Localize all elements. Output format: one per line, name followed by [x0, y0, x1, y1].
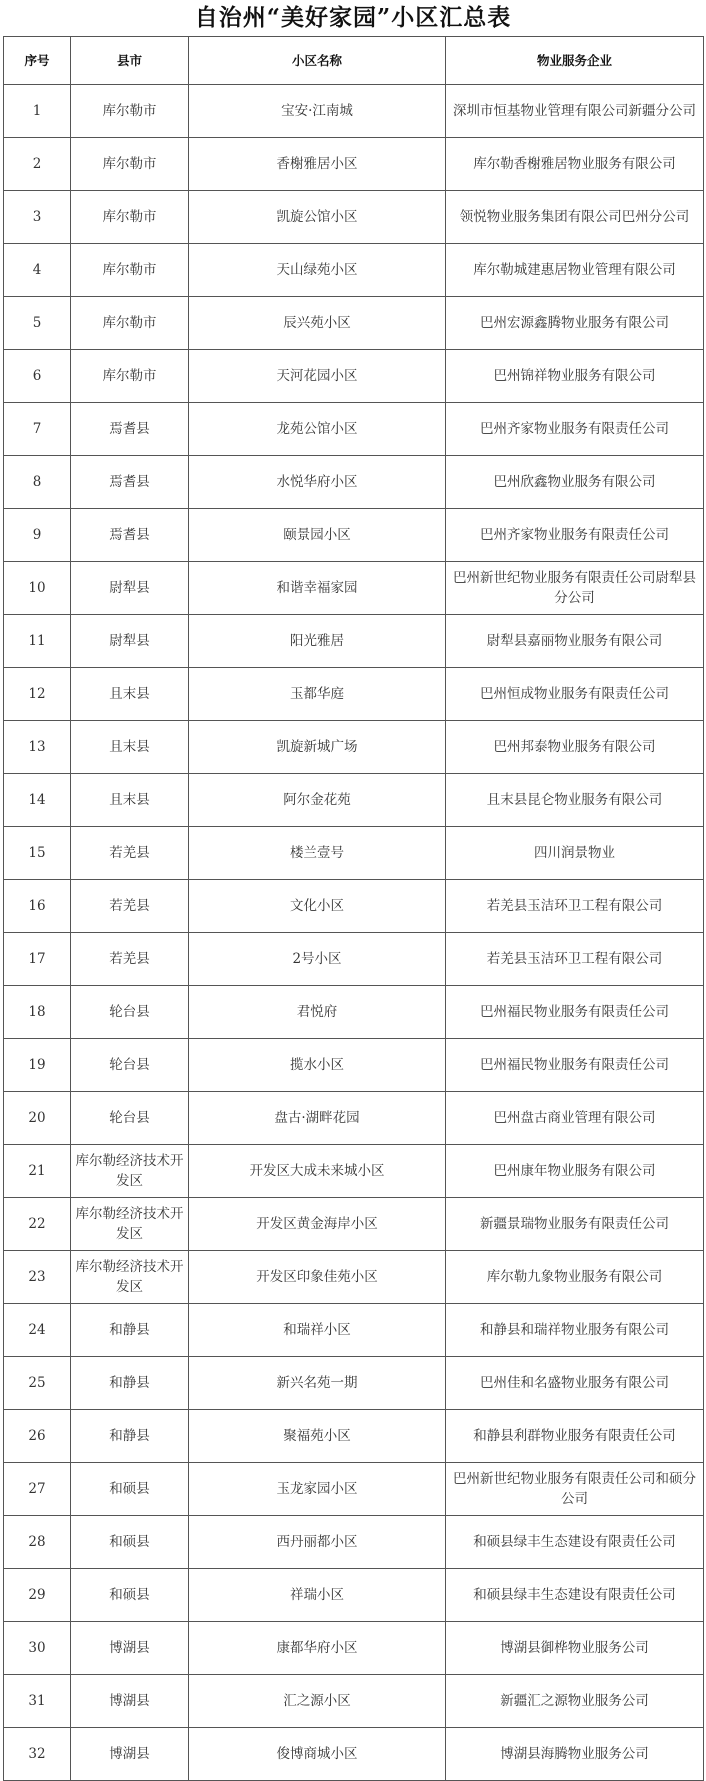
cell-community-name: 新兴名苑一期	[189, 1357, 446, 1410]
table-row	[4, 244, 704, 297]
table-row	[4, 1198, 704, 1251]
table-row	[4, 350, 704, 403]
cell-community-name: 盘古·湖畔花园	[189, 1092, 446, 1145]
table-row	[4, 1728, 704, 1781]
column-header-property-company: 物业服务企业	[446, 37, 704, 85]
cell-property-company: 和硕县绿丰生态建设有限责任公司	[446, 1569, 704, 1622]
table-row	[4, 1675, 704, 1728]
cell-property-company: 巴州康年物业服务有限公司	[446, 1145, 704, 1198]
cell-community-name: 天山绿苑小区	[189, 244, 446, 297]
table-row	[4, 1569, 704, 1622]
cell-community-name: 开发区大成未来城小区	[189, 1145, 446, 1198]
cell-community-name: 汇之源小区	[189, 1675, 446, 1728]
cell-county: 博湖县	[71, 1728, 189, 1781]
cell-county: 库尔勒经济技术开发区	[71, 1198, 189, 1251]
cell-index: 2	[4, 138, 71, 191]
cell-community-name: 西丹丽都小区	[189, 1516, 446, 1569]
cell-community-name: 宝安·江南城	[189, 85, 446, 138]
column-header-community: 小区名称	[189, 37, 446, 85]
table-row	[4, 615, 704, 668]
cell-property-company: 和静县利群物业服务有限责任公司	[446, 1410, 704, 1463]
cell-county: 焉耆县	[71, 509, 189, 562]
table-row	[4, 774, 704, 827]
cell-index: 4	[4, 244, 71, 297]
cell-community-name: 聚福苑小区	[189, 1410, 446, 1463]
cell-community-name: 和瑞祥小区	[189, 1304, 446, 1357]
cell-index: 7	[4, 403, 71, 456]
cell-county: 和硕县	[71, 1463, 189, 1516]
table-row	[4, 1039, 704, 1092]
table-row	[4, 721, 704, 774]
cell-county: 若羌县	[71, 880, 189, 933]
cell-property-company: 博湖县海腾物业服务公司	[446, 1728, 704, 1781]
cell-property-company: 巴州恒成物业服务有限责任公司	[446, 668, 704, 721]
table-row	[4, 403, 704, 456]
cell-index: 10	[4, 562, 71, 615]
cell-index: 16	[4, 880, 71, 933]
cell-property-company: 深圳市恒基物业管理有限公司新疆分公司	[446, 85, 704, 138]
cell-community-name: 玉都华庭	[189, 668, 446, 721]
cell-index: 9	[4, 509, 71, 562]
cell-county: 轮台县	[71, 986, 189, 1039]
cell-property-company: 尉犁县嘉丽物业服务有限公司	[446, 615, 704, 668]
cell-index: 29	[4, 1569, 71, 1622]
cell-county: 若羌县	[71, 933, 189, 986]
cell-county: 博湖县	[71, 1622, 189, 1675]
cell-county: 尉犁县	[71, 615, 189, 668]
table-row	[4, 827, 704, 880]
cell-county: 和硕县	[71, 1569, 189, 1622]
cell-county: 尉犁县	[71, 562, 189, 615]
cell-property-company: 巴州齐家物业服务有限责任公司	[446, 509, 704, 562]
cell-index: 3	[4, 191, 71, 244]
cell-property-company: 新疆景瑞物业服务有限责任公司	[446, 1198, 704, 1251]
cell-county: 和静县	[71, 1357, 189, 1410]
cell-community-name: 俊博商城小区	[189, 1728, 446, 1781]
table-row	[4, 1145, 704, 1198]
cell-community-name: 开发区印象佳苑小区	[189, 1251, 446, 1304]
cell-property-company: 巴州佳和名盛物业服务有限公司	[446, 1357, 704, 1410]
cell-index: 23	[4, 1251, 71, 1304]
cell-property-company: 和硕县绿丰生态建设有限责任公司	[446, 1516, 704, 1569]
cell-index: 1	[4, 85, 71, 138]
cell-county: 库尔勒市	[71, 191, 189, 244]
cell-property-company: 和静县和瑞祥物业服务有限公司	[446, 1304, 704, 1357]
cell-county: 库尔勒市	[71, 138, 189, 191]
cell-community-name: 开发区黄金海岸小区	[189, 1198, 446, 1251]
cell-property-company: 且末县昆仑物业服务有限公司	[446, 774, 704, 827]
cell-property-company: 巴州新世纪物业服务有限责任公司和硕分公司	[446, 1463, 704, 1516]
cell-index: 20	[4, 1092, 71, 1145]
cell-property-company: 新疆汇之源物业服务公司	[446, 1675, 704, 1728]
table-row	[4, 1357, 704, 1410]
cell-county: 库尔勒市	[71, 244, 189, 297]
cell-county: 库尔勒经济技术开发区	[71, 1145, 189, 1198]
cell-index: 15	[4, 827, 71, 880]
cell-community-name: 2号小区	[189, 933, 446, 986]
cell-community-name: 祥瑞小区	[189, 1569, 446, 1622]
cell-index: 12	[4, 668, 71, 721]
column-header-index: 序号	[4, 37, 71, 85]
cell-index: 14	[4, 774, 71, 827]
table-row	[4, 138, 704, 191]
cell-community-name: 和谐幸福家园	[189, 562, 446, 615]
cell-community-name: 水悦华府小区	[189, 456, 446, 509]
table-row	[4, 1622, 704, 1675]
cell-property-company: 库尔勒香榭雅居物业服务有限公司	[446, 138, 704, 191]
cell-index: 21	[4, 1145, 71, 1198]
table-row	[4, 456, 704, 509]
cell-community-name: 颐景园小区	[189, 509, 446, 562]
cell-county: 博湖县	[71, 1675, 189, 1728]
column-header-county: 县市	[71, 37, 189, 85]
cell-county: 轮台县	[71, 1092, 189, 1145]
table-row	[4, 880, 704, 933]
table-row	[4, 933, 704, 986]
cell-index: 13	[4, 721, 71, 774]
cell-index: 22	[4, 1198, 71, 1251]
cell-community-name: 揽水小区	[189, 1039, 446, 1092]
cell-county: 若羌县	[71, 827, 189, 880]
cell-county: 且末县	[71, 774, 189, 827]
table-header-row	[4, 37, 704, 85]
cell-property-company: 若羌县玉洁环卫工程有限公司	[446, 880, 704, 933]
cell-community-name: 文化小区	[189, 880, 446, 933]
cell-county: 和静县	[71, 1304, 189, 1357]
cell-county: 库尔勒市	[71, 85, 189, 138]
cell-community-name: 君悦府	[189, 986, 446, 1039]
cell-county: 库尔勒经济技术开发区	[71, 1251, 189, 1304]
cell-county: 轮台县	[71, 1039, 189, 1092]
cell-index: 8	[4, 456, 71, 509]
cell-community-name: 阳光雅居	[189, 615, 446, 668]
table-row	[4, 85, 704, 138]
cell-community-name: 龙苑公馆小区	[189, 403, 446, 456]
cell-property-company: 巴州锦祥物业服务有限公司	[446, 350, 704, 403]
cell-index: 6	[4, 350, 71, 403]
table-row	[4, 986, 704, 1039]
page-title: 自治州“美好家园”小区汇总表	[194, 4, 512, 31]
cell-index: 31	[4, 1675, 71, 1728]
cell-county: 且末县	[71, 668, 189, 721]
cell-index: 26	[4, 1410, 71, 1463]
summary-table	[3, 36, 704, 1781]
cell-county: 焉耆县	[71, 456, 189, 509]
cell-county: 和静县	[71, 1410, 189, 1463]
cell-property-company: 巴州新世纪物业服务有限责任公司尉犁县分公司	[446, 562, 704, 615]
cell-property-company: 巴州福民物业服务有限责任公司	[446, 986, 704, 1039]
cell-community-name: 阿尔金花苑	[189, 774, 446, 827]
cell-index: 19	[4, 1039, 71, 1092]
cell-county: 且末县	[71, 721, 189, 774]
table-row	[4, 1304, 704, 1357]
table-row	[4, 297, 704, 350]
cell-index: 18	[4, 986, 71, 1039]
cell-county: 库尔勒市	[71, 297, 189, 350]
cell-property-company: 巴州齐家物业服务有限责任公司	[446, 403, 704, 456]
cell-index: 30	[4, 1622, 71, 1675]
cell-index: 5	[4, 297, 71, 350]
cell-county: 库尔勒市	[71, 350, 189, 403]
cell-index: 32	[4, 1728, 71, 1781]
cell-property-company: 巴州宏源鑫腾物业服务有限公司	[446, 297, 704, 350]
table-row	[4, 1092, 704, 1145]
cell-community-name: 凯旋公馆小区	[189, 191, 446, 244]
table-row	[4, 509, 704, 562]
table-row	[4, 1516, 704, 1569]
cell-community-name: 凯旋新城广场	[189, 721, 446, 774]
cell-property-company: 领悦物业服务集团有限公司巴州分公司	[446, 191, 704, 244]
cell-index: 17	[4, 933, 71, 986]
cell-property-company: 巴州欣鑫物业服务有限公司	[446, 456, 704, 509]
cell-county: 焉耆县	[71, 403, 189, 456]
cell-community-name: 康都华府小区	[189, 1622, 446, 1675]
cell-property-company: 库尔勒九象物业服务有限公司	[446, 1251, 704, 1304]
table-row	[4, 1463, 704, 1516]
cell-community-name: 玉龙家园小区	[189, 1463, 446, 1516]
cell-property-company: 巴州福民物业服务有限责任公司	[446, 1039, 704, 1092]
cell-property-company: 博湖县御桦物业服务公司	[446, 1622, 704, 1675]
table-row	[4, 668, 704, 721]
cell-property-company: 巴州盘古商业管理有限公司	[446, 1092, 704, 1145]
cell-community-name: 辰兴苑小区	[189, 297, 446, 350]
table-row	[4, 1251, 704, 1304]
cell-county: 和硕县	[71, 1516, 189, 1569]
cell-index: 11	[4, 615, 71, 668]
cell-property-company: 四川润景物业	[446, 827, 704, 880]
cell-property-company: 若羌县玉洁环卫工程有限公司	[446, 933, 704, 986]
cell-index: 27	[4, 1463, 71, 1516]
table-row	[4, 1410, 704, 1463]
cell-index: 28	[4, 1516, 71, 1569]
cell-community-name: 楼兰壹号	[189, 827, 446, 880]
cell-property-company: 库尔勒城建惠居物业管理有限公司	[446, 244, 704, 297]
table-body	[4, 85, 704, 1781]
table-row	[4, 191, 704, 244]
cell-index: 25	[4, 1357, 71, 1410]
cell-property-company: 巴州邦泰物业服务有限公司	[446, 721, 704, 774]
cell-community-name: 香榭雅居小区	[189, 138, 446, 191]
cell-community-name: 天河花园小区	[189, 350, 446, 403]
table-row	[4, 562, 704, 615]
cell-index: 24	[4, 1304, 71, 1357]
